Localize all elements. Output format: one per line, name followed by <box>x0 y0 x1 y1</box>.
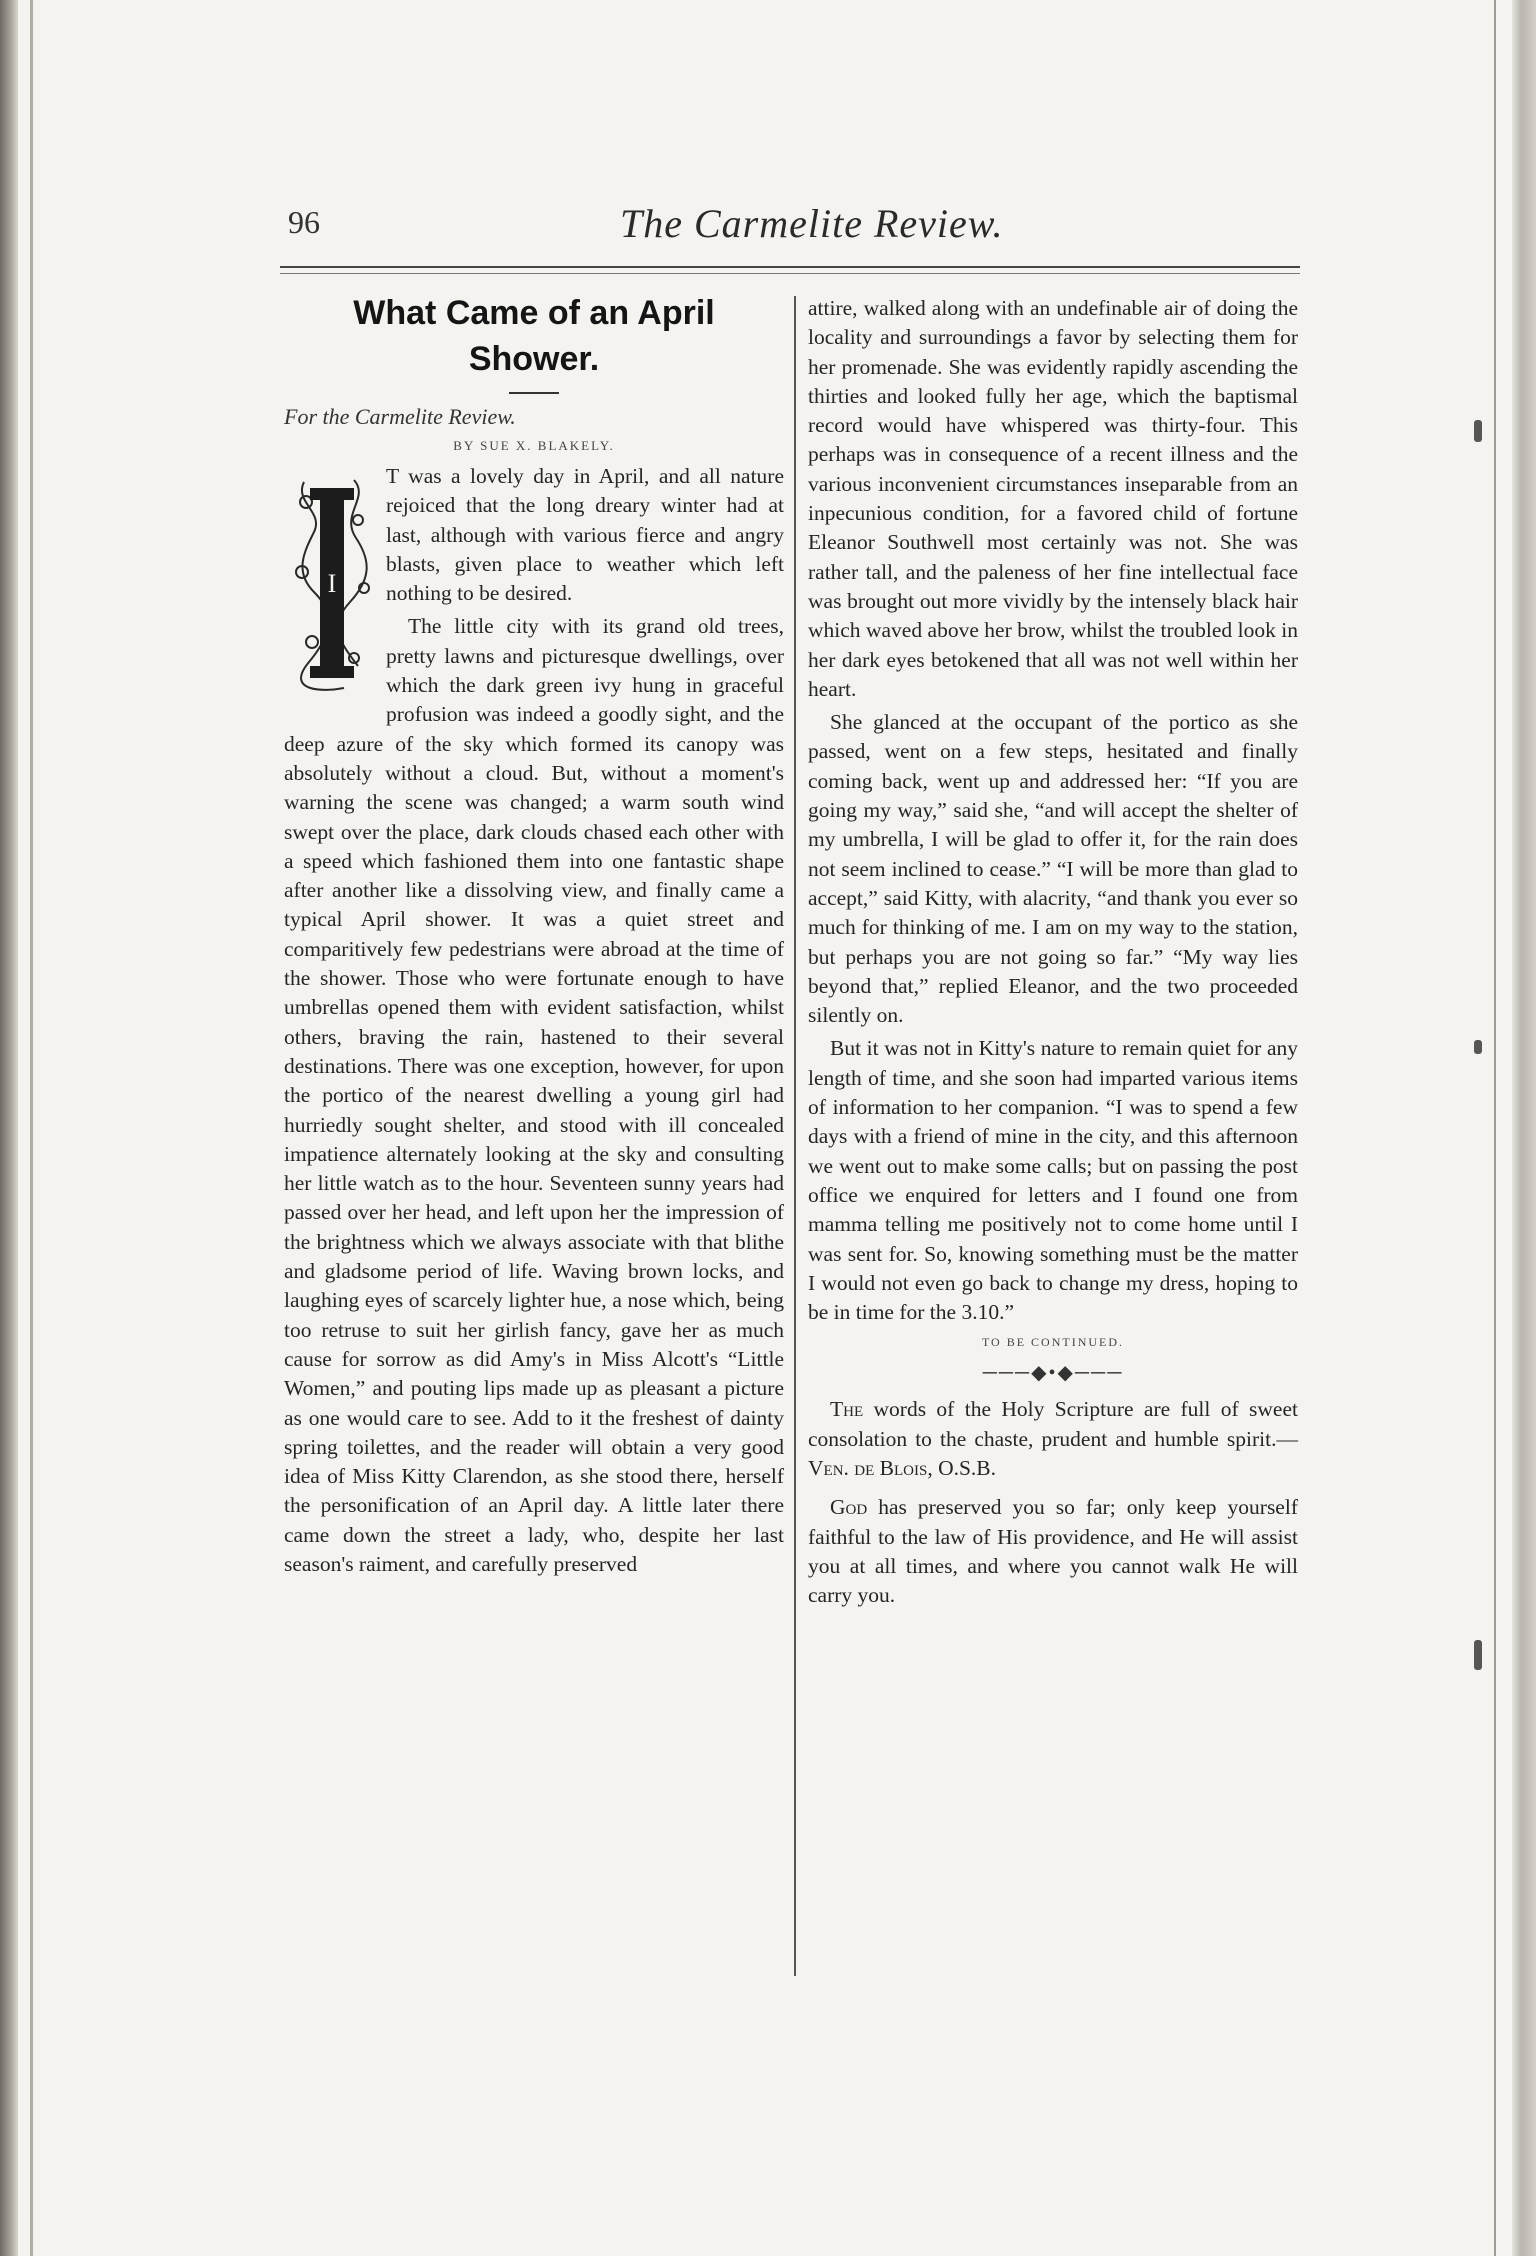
running-header <box>280 200 1300 262</box>
ornamental-drop-cap-icon <box>284 462 380 702</box>
page-content <box>280 200 1300 2000</box>
filler-quote <box>808 1493 1298 1610</box>
paragraph: attire, walked along with an undefinable air of doing the locality and surroundings a favor by selecting them for her promenade. She was evidently rapidly ascending the thirties and looked fully her age, which the baptismal record would have whispered was thirty-four. This perhaps was in consequence of a recent illness and the various inconvenient circumstances inseparable from an inpecunious condition, for a favored child of fortune Eleanor Southwell most certainly was not. She was rather tall, and the paleness of her fine intellectual face was brought out more vividly by the intensely black hair which waved above her brow, whilst the troubled look in her dark eyes betokened that all was not well within her heart. <box>808 296 1298 701</box>
byline: BY SUE X. BLAKELY. <box>453 438 615 453</box>
filler-text: words of the Holy Scripture are full of sweet consolation to the chaste, prudent and humble spirit.— <box>808 1397 1298 1451</box>
paragraph: But it was not in Kitty's nature to remain quiet for any length of time, and she soon had imparted various items of information to her companion. “I was to spend a few days with a friend of mine in the city, and this afternoon we went out to make some calls; but on passing the post office we enquired for letters and I found one from mamma telling me positively not to come home until I was sent for. So, knowing something must be the matter I would not even go back to change my dress, hoping to be in time for the 3.10.” <box>808 1036 1298 1325</box>
paragraph: T was a lovely day in April, and all nature rejoiced that the long dreary winter had at last, although with various fierce and angry blasts, given place to weather which left nothing to be desired. <box>386 464 784 606</box>
filler-lead: The <box>830 1397 864 1422</box>
header-rule-thin <box>280 273 1300 274</box>
left-column <box>284 290 784 1579</box>
article-body-left <box>284 462 784 1579</box>
ink-mark <box>1474 420 1482 442</box>
binding-line <box>30 0 33 2256</box>
filler-lead: God <box>830 1495 868 1520</box>
page-edge-line <box>1494 0 1496 2256</box>
journal-title: The Carmelite Review. <box>620 201 1004 246</box>
drop-cap-letter: I <box>327 569 337 598</box>
filler-attribution: Ven. de Blois, O.S.B. <box>808 1455 997 1480</box>
title-rule <box>509 392 559 394</box>
filler-text: has preserved you so far; only keep yourself faithful to the law of His providence, and He will assist you at all times, and where you cannot walk He will carry you. <box>808 1495 1298 1608</box>
binding-edge <box>0 0 18 2256</box>
page-edge <box>1512 0 1536 2256</box>
ink-mark <box>1474 1640 1482 1670</box>
header-rule <box>280 266 1300 268</box>
filler-quote <box>808 1395 1298 1483</box>
column-divider <box>794 296 796 1976</box>
source-note: For the Carmelite Review. <box>284 404 516 429</box>
right-column <box>808 294 1298 1610</box>
paragraph: She glanced at the occupant of the portico as she passed, went on a few steps, hesitated and finally coming back, went up and addressed her: “If you are going my way,” said she, “and will accept the shelter of my umbrella, I will be glad to offer it, for the rain does not seem inclined to cease.” “I will be more than glad to accept,” said Kitty, with alacrity, “and thank you ever so much for thinking of me. I am on my way to the station, but perhaps you are not going so far.” “My way lies beyond that,” replied Eleanor, and the two proceeded silently on. <box>808 710 1298 1028</box>
article-title: What Came of an April Shower. <box>353 294 715 378</box>
section-ornament-icon: ───◆•◆─── <box>982 1362 1124 1385</box>
continued-note: TO BE CONTINUED. <box>981 1335 1125 1350</box>
ink-mark <box>1474 1040 1482 1054</box>
page-number: 96 <box>288 204 320 240</box>
paragraph: The little city with its grand old trees, pretty lawns and picturesque dwellings, over which the dark green ivy hung in graceful profusion was indeed a goodly sight, and the deep azure of the sky which formed its canopy was absolutely without a cloud. But, without a moment's warning the scene was changed; a warm south wind swept over the place, dark clouds chased each other with a speed which fashioned them into one fantastic shape after another like a dissolving view, and finally came a typical April shower. It was a quiet street and comparitively few pedestrians were abroad at the time of the shower. Those who were fortunate enough to have umbrellas opened them with evident satisfaction, whilst others, braving the rain, hastened to their several destinations. There was one exception, however, for upon the portico of the nearest dwelling a young girl had hurriedly sought shelter, and stood with ill concealed impatience alternately looking at the sky and consulting her little watch as to the hour. Seventeen sunny years had passed over her head, and left upon her the impression of the brightness which we always associate with that blithe and gladsome period of life. Waving brown locks, and laughing eyes of scarcely lighter hue, a nose which, being too retruse to suit her girlish fancy, gave her as much cause for sorrow as did Amy's in Miss Alcott's “Little Women,” and pouting lips made up as pleasant a picture as one would care to see. Add to it the freshest of dainty spring toilettes, and the reader will obtain a very good idea of Miss Kitty Clarendon, as she stood there, herself the personification of an April day. A little later there came down the street a lady, who, despite her last season's raiment, and carefully preserved <box>284 614 784 1576</box>
